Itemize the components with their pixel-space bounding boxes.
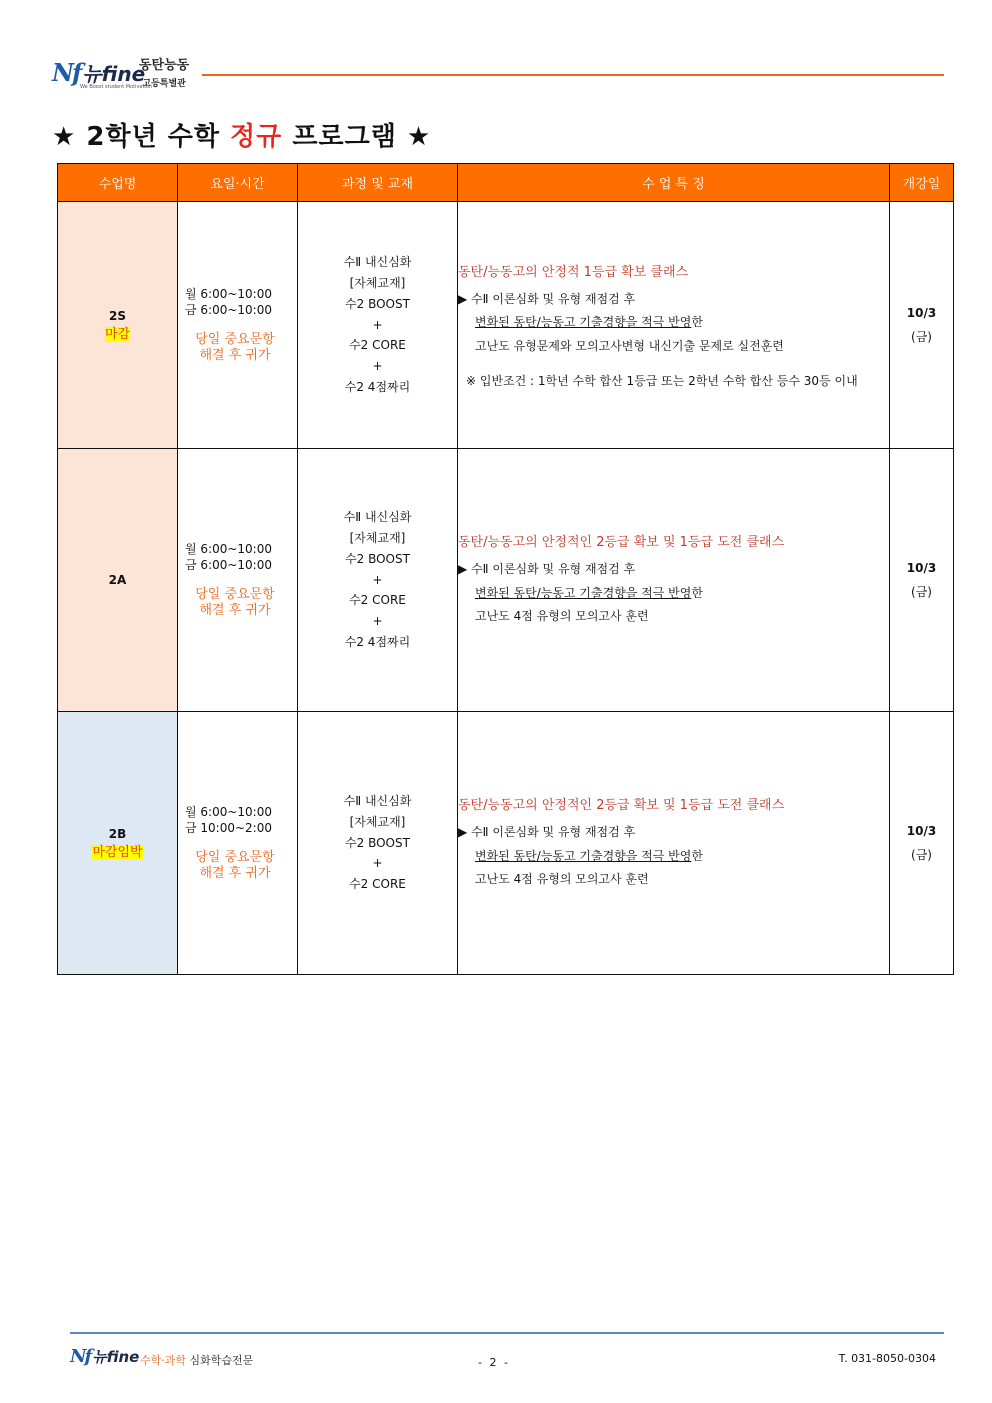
class-name-cell [58,202,178,449]
time-cell [178,449,298,712]
bullet-arrow-icon: ▶ [458,291,468,306]
note-line: 당일 중요문항 [195,587,275,602]
feature-title: 동탄/능동고의 안정적 1등급 확보 클래스 [458,264,689,280]
course-line: [자체교재] [349,276,406,290]
features-cell [458,202,890,449]
time-friday: 금 10:00~2:00 [185,821,272,835]
feature-line [458,582,889,606]
time-friday: 금 6:00~10:00 [185,303,272,317]
features-cell [458,712,890,975]
course-line: 수2 4점짜리 [344,634,411,649]
logo-mark: Nf [52,58,81,87]
table-row [58,712,954,975]
feature-text: 한 [691,585,703,600]
note-line: 해결 후 귀가 [199,866,271,881]
course-line: 수Ⅱ 내신심화 [343,255,412,270]
time-monday: 월 6:00~10:00 [185,805,272,819]
time-note [185,850,297,882]
feature-text: 수Ⅱ 이론심화 및 유형 재점검 후 [471,562,636,577]
course-line: 수2 4점짜리 [344,379,411,394]
feature-line: 고난도 4점 유형의 모의고사 훈련 [475,609,649,624]
feature-text: 수Ⅱ 이론심화 및 유형 재점검 후 [471,291,636,306]
page-number: - 2 - [478,1356,510,1369]
branch-name [139,54,189,89]
time-cell [178,202,298,449]
star-icon: ★ [406,122,432,152]
course-cell [298,202,458,449]
bullet-arrow-icon: ▶ [458,562,468,577]
note-line: 당일 중요문항 [195,332,275,347]
course-cell [298,449,458,712]
course-line: 수2 BOOST [345,551,410,566]
page-header [52,54,944,94]
table-header-row [58,164,954,202]
class-name: 2S [109,308,126,323]
feature-line [458,288,889,312]
feature-line [458,821,889,845]
entry-condition: ※ 입반조건 : 1학년 수학 합산 1등급 또는 2학년 수학 합산 등수 30등 이내 [466,374,858,389]
col-header-start-date: 개강일 [890,164,954,202]
course-line: 수2 CORE [349,593,406,608]
title-highlight: 정규 [230,122,283,152]
page-footer [70,1346,936,1370]
time-cell [178,712,298,975]
status-badge: 마감임박 [92,844,143,860]
start-day: (금) [911,848,932,862]
note-line: 당일 중요문항 [195,850,275,865]
time-monday: 월 6:00~10:00 [185,287,272,301]
footer-rule [70,1332,944,1334]
course-line: + [372,359,383,374]
feature-title: 동탄/능동고의 안정적인 2등급 확보 및 1등급 도전 클래스 [458,535,785,551]
class-name: 2A [108,573,127,587]
feature-line [458,558,889,582]
branch-line2: 고등특별관 [142,79,186,89]
start-date: 10/3 [906,306,937,320]
course-line: 수2 CORE [349,338,406,353]
logo-tagline: We Boost student Motivation [80,84,153,90]
feature-text-underlined: 변화된 동탄/능동고 기출경향을 적극 반영 [475,315,692,330]
start-date-cell [890,712,954,975]
logo-mark: Nf [70,1346,91,1367]
course-line: + [372,572,383,587]
feature-text-underlined: 변화된 동탄/능동고 기출경향을 적극 반영 [475,585,692,600]
note-line: 해결 후 귀가 [199,603,271,618]
feature-text: 한 [691,315,703,330]
course-line: 수Ⅱ 내신심화 [343,510,412,525]
program-table [57,163,954,975]
course-cell [298,712,458,975]
start-date: 10/3 [906,561,937,575]
title-prefix: 2학년 수학 [86,122,220,152]
phone-number: T. 031-8050-0304 [838,1352,936,1365]
footer-slogan [140,1352,253,1368]
slogan-subject: 수학·과학 [140,1354,187,1367]
feature-line: 고난도 유형문제와 모의고사변형 내신기출 문제로 실전훈련 [475,338,784,353]
feature-text: 한 [691,848,703,863]
footer-logo [70,1346,139,1367]
start-date: 10/3 [906,824,937,838]
start-day: (금) [911,330,932,344]
start-date-cell [890,202,954,449]
logo-text: 뉴fine [82,62,146,86]
course-line: [자체교재] [349,814,406,829]
title-suffix: 프로그램 [292,122,397,152]
header-rule [202,74,944,76]
feature-line [458,845,889,869]
col-header-class: 수업명 [58,164,178,202]
time-friday: 금 6:00~10:00 [185,558,272,572]
col-header-time: 요일·시간 [178,164,298,202]
features-cell [458,449,890,712]
time-note [185,587,297,619]
course-line: [자체교재] [349,531,406,545]
class-name-cell [58,712,178,975]
time-monday: 월 6:00~10:00 [185,542,272,556]
course-line: + [372,614,383,629]
course-line: + [372,856,383,871]
col-header-features: 수 업 특 징 [458,164,890,202]
note-line: 해결 후 귀가 [199,348,271,363]
feature-title: 동탄/능동고의 안정적인 2등급 확보 및 1등급 도전 클래스 [458,798,785,814]
bullet-arrow-icon: ▶ [458,825,468,840]
class-name-cell [58,449,178,712]
table-row [58,449,954,712]
table-row [58,202,954,449]
page-title [52,116,431,153]
feature-text: 수Ⅱ 이론심화 및 유형 재점검 후 [471,825,636,840]
star-icon: ★ [52,122,77,152]
course-line: 수2 BOOST [345,835,410,850]
course-line: + [372,317,383,332]
brand-logo [52,58,145,87]
logo-text: 뉴fine [92,1348,140,1366]
course-line: 수2 BOOST [345,296,410,311]
class-name: 2B [108,826,127,841]
status-badge: 마감 [104,326,131,342]
feature-line [458,311,889,335]
course-line: 수Ⅱ 내신심화 [343,794,412,808]
course-line: 수2 CORE [349,877,406,892]
start-date-cell [890,449,954,712]
col-header-course: 과정 및 교재 [298,164,458,202]
feature-line: 고난도 4점 유형의 모의고사 훈련 [475,872,649,887]
slogan-rest: 심화학습전문 [189,1354,254,1367]
branch-line1: 동탄능동 [139,58,190,73]
time-note [185,332,297,364]
feature-text-underlined: 변화된 동탄/능동고 기출경향을 적극 반영 [475,848,692,863]
start-day: (금) [911,585,932,599]
